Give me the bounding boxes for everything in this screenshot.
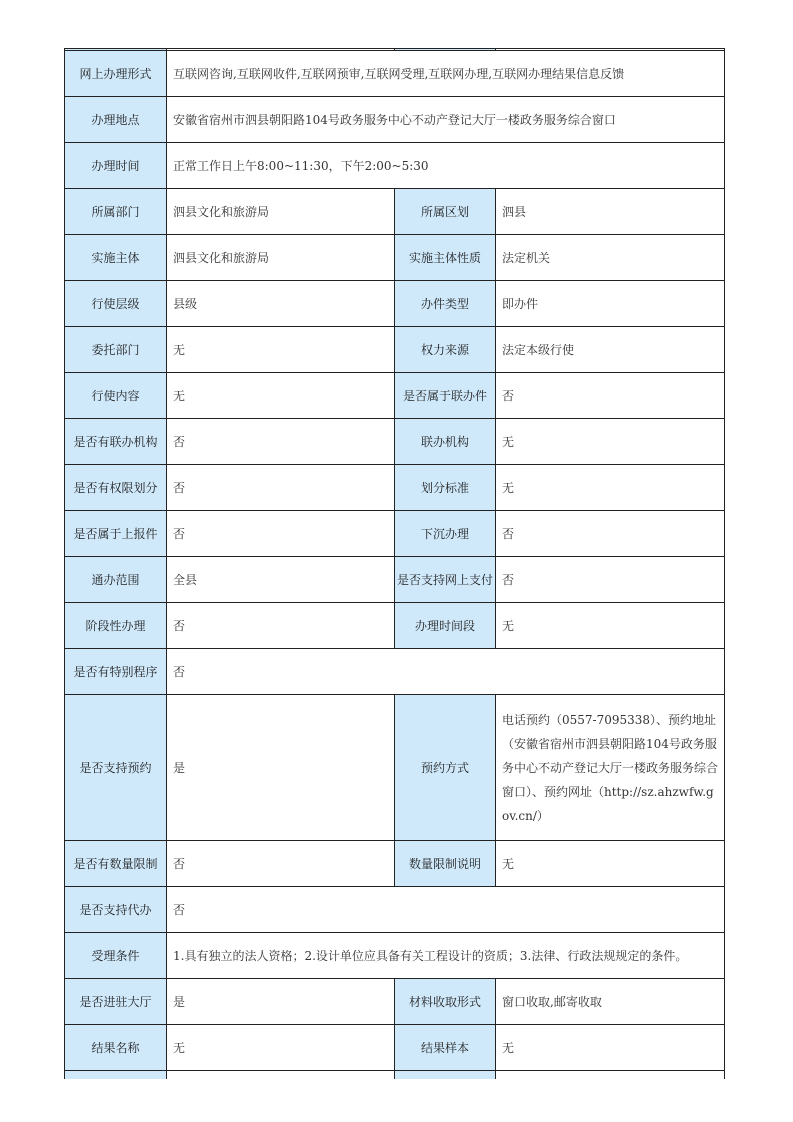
- stage-label: 阶段性办理: [65, 603, 167, 649]
- power-source-value: 法定本级行使: [496, 327, 725, 373]
- table-row: [65, 419, 725, 465]
- content-value: 无: [167, 373, 395, 419]
- joint-agency-flag-label: 是否有联办机构: [65, 419, 167, 465]
- time-period-value: 无: [496, 603, 725, 649]
- case-type-label: 办件类型: [395, 281, 496, 327]
- joint-case-label: 是否属于联办件: [395, 373, 496, 419]
- appointment-method-label: 预约方式: [395, 695, 496, 841]
- table-row: [65, 189, 725, 235]
- division-flag-label: 是否有权限划分: [65, 465, 167, 511]
- service-info-table: [64, 48, 725, 1079]
- hours-value: 正常工作日上午8:00~11:30，下午2:00~5:30: [167, 143, 725, 189]
- location-label: 办理地点: [65, 97, 167, 143]
- content-label: 行使内容: [65, 373, 167, 419]
- entrust-label: 委托部门: [65, 327, 167, 373]
- division-standard-value: 无: [496, 465, 725, 511]
- table-row: [65, 373, 725, 419]
- joint-agency-flag-value: 否: [167, 419, 395, 465]
- table-row: [65, 933, 725, 979]
- hall-value: 是: [167, 979, 395, 1025]
- table-row: [65, 603, 725, 649]
- table-row: [65, 465, 725, 511]
- subject-label: 实施主体: [65, 235, 167, 281]
- time-period-label: 办理时间段: [395, 603, 496, 649]
- dept-label: 所属部门: [65, 189, 167, 235]
- online-form-value: 互联网咨询,互联网收件,互联网预审,互联网受理,互联网办理,互联网办理结果信息反馈: [167, 51, 725, 97]
- quantity-desc-value: 无: [496, 841, 725, 887]
- online-payment-label: 是否支持网上支付: [395, 557, 496, 603]
- hall-label: 是否进驻大厅: [65, 979, 167, 1025]
- division-flag-value: 否: [167, 465, 395, 511]
- table-row: [65, 281, 725, 327]
- scope-value: 全县: [167, 557, 395, 603]
- subject-value: 泗县文化和旅游局: [167, 235, 395, 281]
- table-row: [65, 841, 725, 887]
- appointment-value: 是: [167, 695, 395, 841]
- level-value: 县级: [167, 281, 395, 327]
- division-standard-label: 划分标准: [395, 465, 496, 511]
- result-name-label: 结果名称: [65, 1025, 167, 1071]
- result-name-value: 无: [167, 1025, 395, 1071]
- case-type-value: 即办件: [496, 281, 725, 327]
- table-row: [65, 557, 725, 603]
- table-row: [65, 887, 725, 933]
- table-bottom-edge: [65, 1071, 725, 1079]
- table-row: [65, 649, 725, 695]
- table-row: [65, 51, 725, 97]
- joint-agency-value: 无: [496, 419, 725, 465]
- table-row: [65, 235, 725, 281]
- table-row: [65, 143, 725, 189]
- stage-value: 否: [167, 603, 395, 649]
- sink-value: 否: [496, 511, 725, 557]
- agent-value: 否: [167, 887, 725, 933]
- quantity-limit-label: 是否有数量限制: [65, 841, 167, 887]
- sink-label: 下沉办理: [395, 511, 496, 557]
- table-row: [65, 1025, 725, 1071]
- location-value: 安徽省宿州市泗县朝阳路104号政务服务中心不动产登记大厅一楼政务服务综合窗口: [167, 97, 725, 143]
- region-label: 所属区划: [395, 189, 496, 235]
- table-row: [65, 511, 725, 557]
- result-sample-value: 无: [496, 1025, 725, 1071]
- hours-label: 办理时间: [65, 143, 167, 189]
- level-label: 行使层级: [65, 281, 167, 327]
- subject-nature-value: 法定机关: [496, 235, 725, 281]
- agent-label: 是否支持代办: [65, 887, 167, 933]
- joint-agency-label: 联办机构: [395, 419, 496, 465]
- table-row: [65, 327, 725, 373]
- quantity-limit-value: 否: [167, 841, 395, 887]
- online-payment-value: 否: [496, 557, 725, 603]
- special-procedure-value: 否: [167, 649, 725, 695]
- report-label: 是否属于上报件: [65, 511, 167, 557]
- special-procedure-label: 是否有特别程序: [65, 649, 167, 695]
- condition-label: 受理条件: [65, 933, 167, 979]
- material-form-label: 材料收取形式: [395, 979, 496, 1025]
- appointment-method-value: 电话预约（0557-7095338）、预约地址（安徽省宿州市泗县朝阳路104号政务服务中心不动产登记大厅一楼政务服务综合窗口）、预约网址（http://sz.ahzwfw.gov.cn/）: [496, 695, 725, 841]
- result-sample-label: 结果样本: [395, 1025, 496, 1071]
- table-row: [65, 97, 725, 143]
- power-source-label: 权力来源: [395, 327, 496, 373]
- table-row: [65, 695, 725, 841]
- report-value: 否: [167, 511, 395, 557]
- condition-value: 1.具有独立的法人资格；2.设计单位应具备有关工程设计的资质；3.法律、行政法规规定的条件。: [167, 933, 725, 979]
- subject-nature-label: 实施主体性质: [395, 235, 496, 281]
- joint-case-value: 否: [496, 373, 725, 419]
- material-form-value: 窗口收取,邮寄收取: [496, 979, 725, 1025]
- entrust-value: 无: [167, 327, 395, 373]
- appointment-label: 是否支持预约: [65, 695, 167, 841]
- scope-label: 通办范围: [65, 557, 167, 603]
- table-row: [65, 979, 725, 1025]
- quantity-desc-label: 数量限制说明: [395, 841, 496, 887]
- online-form-label: 网上办理形式: [65, 51, 167, 97]
- dept-value: 泗县文化和旅游局: [167, 189, 395, 235]
- region-value: 泗县: [496, 189, 725, 235]
